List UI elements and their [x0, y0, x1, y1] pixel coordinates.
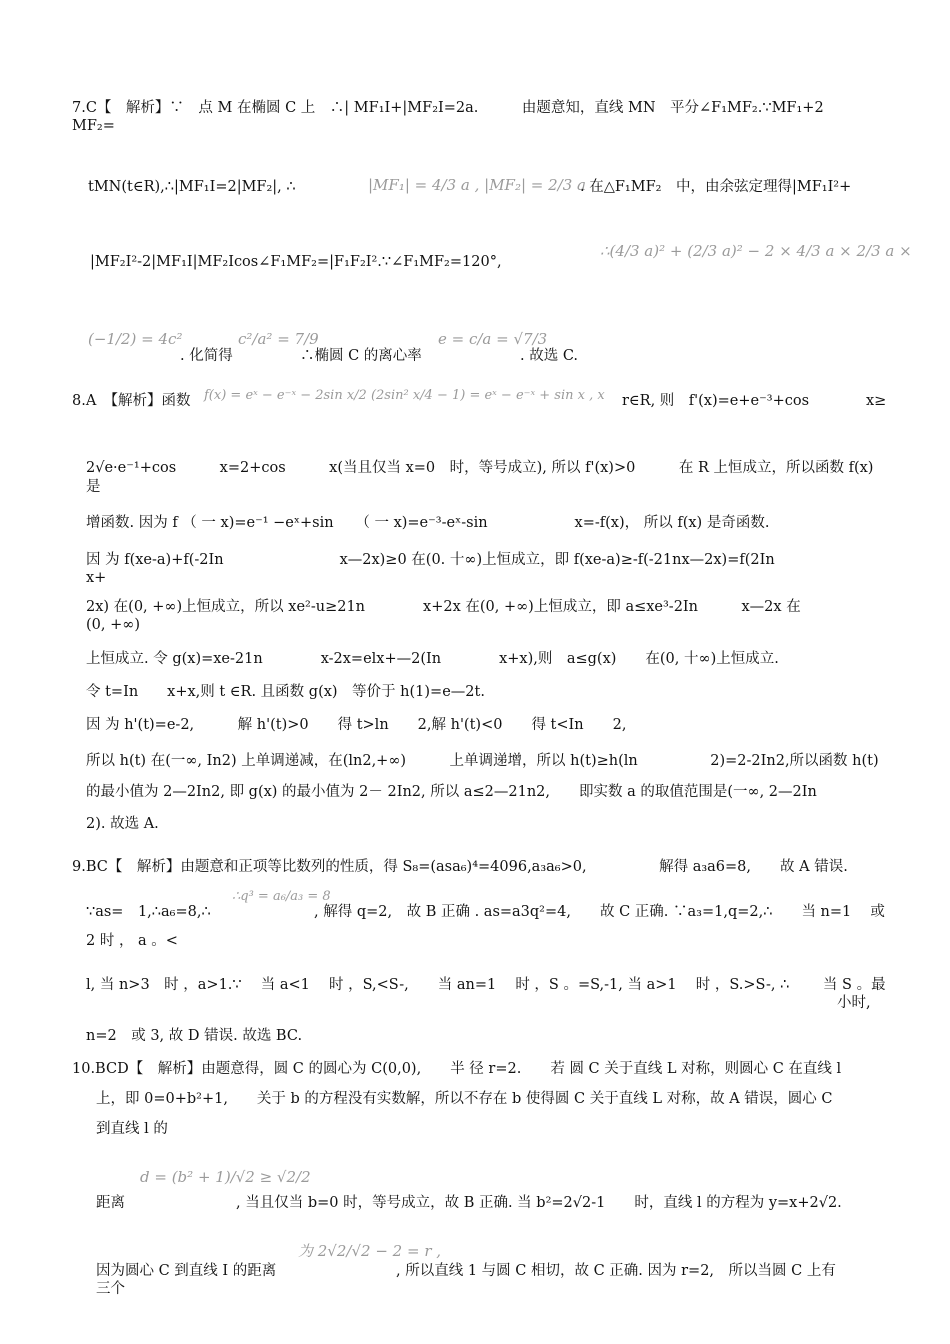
p8-line4b: x+	[86, 570, 107, 586]
p7-line4b: ∴椭圆 C 的离心率	[300, 348, 422, 364]
p7-line1: 7.C【 解析】∵ 点 M 在椭圆 C 上 ∴| MF₁I+|MF₂I=2a. 由题意知，直线 MN 平分∠F₁MF₂.∵MF₁+2	[72, 100, 824, 116]
p9-line1: 9.BC【 解析】由题意和正项等比数列的性质，得 S₈=(asa₆)⁴=4096,a₃a₆>0, 解得 a₃a6=8, 故 A 错误.	[72, 859, 848, 875]
p10-line3: 到直线 l 的	[96, 1121, 168, 1137]
p8-line5b: (0, +∞)	[86, 617, 140, 633]
p9-line2c: 2 时 ， a 。<	[86, 933, 178, 949]
p10-line5c: 三个	[96, 1281, 125, 1297]
p10-line5b: , 所以直线 1 与圆 C 相切，故 C 正确. 因为 r=2, 所以当圆 C 上有	[396, 1263, 836, 1279]
p7-formula-eccentricity: e = c/a = √7/3	[438, 330, 548, 348]
p8-line5: 2x) 在(0, +∞)上恒成立，所以 xe²-u≥21n x+2x 在(0, +∞)上恒成立，即 a≤xe³-2In x—2x 在	[86, 599, 801, 615]
p9-line2b: , 解得 q=2, 故 B 正确 . as=a3q²=4, 故 C 正确. ∵a₃=1,q=2,∴ 当 n=1 或	[314, 904, 885, 920]
p8-line1b: r∈R, 则 f'(x)=e+e⁻³+cos	[622, 393, 810, 409]
p8-line6: 上恒成立. 令 g(x)=xe-21n x-2x=elx+—2(In x+x),则 a≤g(x) 在(0, 十∞)上恒成立.	[86, 651, 779, 667]
p7-formula-mf: |MF₁| = 4/3 a , |MF₂| = 2/3 a	[368, 176, 586, 194]
p8-line1a: 8.A 【解析】函数	[72, 393, 191, 409]
p7-line4a: . 化简得	[180, 348, 233, 364]
p8-line2: 2√e·e⁻¹+cos x=2+cos x(当且仅当 x=0 时，等号成立), 所以 f'(x)>0 在 R 上恒成立，所以函数 f(x)	[86, 460, 874, 476]
p8-line3: 增函数. 因为 f （ 一 x)=e⁻¹ −eˣ+sin （ 一 x)=e⁻³-eˣ-sin x=-f(x)， 所以 f(x) 是奇函数.	[86, 515, 770, 531]
p9-line3b: 小时,	[837, 995, 871, 1011]
p8-line8: 因 为 h'(t)=e-2, 解 h'(t)>0 得 t>ln 2,解 h'(t)<0 得 t<In 2,	[86, 717, 627, 733]
p7-line3a: |MF₂I²-2|MF₁I|MF₂Icos∠F₁MF₂=|F₁F₂I².∵∠F₁MF₂=120°,	[90, 254, 502, 270]
p8-line1c: x≥	[866, 393, 887, 409]
p9-line3: l, 当 n>3 时 ，a>1.∵ 当 a<1 时 ，S,<S-, 当 an=1 时 ，S 。=S,-1, 当 a>1 时 ，S.>S-, ∴ 当 S 。最	[86, 977, 886, 993]
p9-line2a: ∵as= 1,∴a₆=8,∴	[86, 904, 211, 920]
p9-line4: n=2 或 3, 故 D 错误. 故选 BC.	[86, 1028, 303, 1044]
p8-formula-f: f(x) = eˣ − e⁻ˣ − 2sin x/2 (2sin² x/4 − 1) = eˣ − e⁻ˣ + sin x , x	[204, 388, 605, 403]
p7-line2b: . 在△F₁MF₂ 中，由余弦定理得|MF₁I²+	[580, 179, 852, 195]
p8-line11: 2). 故选 A.	[86, 816, 159, 832]
p7-formula-neg-half: (−1/2) = 4c²	[88, 330, 183, 348]
p10-line4b: , 当且仅当 b=0 时，等号成立，故 B 正确. 当 b²=2√2-1 时，直线 l 的方程为 y=x+2√2.	[236, 1195, 842, 1211]
p10-line4a: 距离	[96, 1195, 125, 1211]
p7-line4c: . 故选 C.	[520, 348, 579, 364]
p8-line2b: 是	[86, 479, 101, 495]
p8-line4: 因 为 f(xe-a)+f(-2In x—2x)≥0 在(0. 十∞)上恒成立，即 f(xe-a)≥-f(-21nx—2x)=f(2In	[86, 552, 775, 568]
p7-line2a: tMN(t∈R),∴|MF₁I=2|MF₂|, ∴	[88, 179, 296, 195]
p7-line1b: MF₂=	[72, 118, 115, 134]
p7-formula-ratio: c²/a² = 7/9	[238, 330, 319, 348]
p9-formula-q: ∴q³ = a₆/a₃ = 8	[232, 889, 331, 904]
p10-formula-tangent: 为 2√2/√2 − 2 = r ,	[298, 1242, 442, 1260]
p10-line2: 上，即 0=0+b²+1, 关于 b 的方程没有实数解，所以不存在 b 使得圆 C 关于直线 L 对称，故 A 错误，圆心 C	[96, 1091, 833, 1107]
p8-line7: 令 t=In x+x,则 t ∈R. 且函数 g(x) 等价于 h(1)=e—2t.	[86, 684, 485, 700]
p7-formula-cosine: ∴(4/3 a)² + (2/3 a)² − 2 × 4/3 a × 2/3 a ×	[600, 242, 912, 260]
p8-line9: 所以 h(t) 在(一∞, In2) 上单调递减，在(ln2,+∞) 上单调递增，所以 h(t)≥h(ln 2)=2-2In2,所以函数 h(t)	[86, 753, 879, 769]
p10-formula-distance: d = (b² + 1)/√2 ≥ √2/2	[140, 1168, 311, 1186]
p8-line10: 的最小值为 2—2In2, 即 g(x) 的最小值为 2－ 2In2, 所以 a≤2—21n2, 即实数 a 的取值范围是(一∞, 2—2In	[86, 784, 817, 800]
p10-line1: 10.BCD【 解析】由题意得，圆 C 的圆心为 C(0,0), 半 径 r=2. 若 圆 C 关于直线 L 对称，则圆心 C 在直线 l	[72, 1061, 842, 1077]
p10-line5a: 因为圆心 C 到直线 I 的距离	[96, 1263, 277, 1279]
